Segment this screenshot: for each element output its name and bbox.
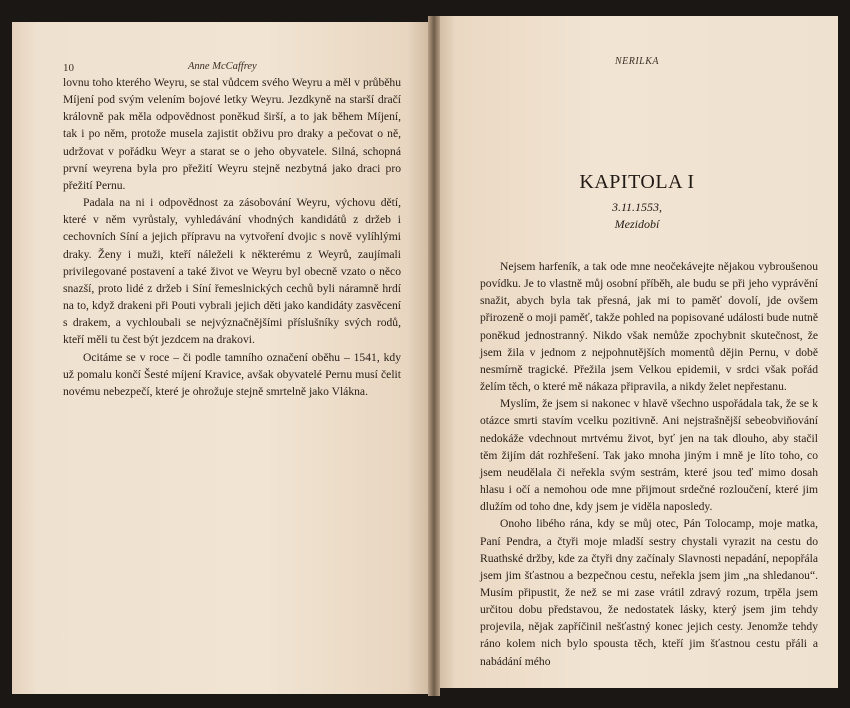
paragraph: Onoho libého rána, kdy se můj otec, Pán Tolocamp, moje matka, Paní Pendra, a čtyři moje mladší sestry chystali vyrazit na cestu do Ruathské držby, kde za čtyři dny začínaly Slavnosti nepadání, nepopřála jsem jim šťastnou a bezpečnou cestu, neřekla jsem jim „na shledanou“. Musím připustit, že než se mi zase vrátil zdravý rozum, trpěla jsem určitou dobu představou, že nedostatek lásky, který jsem jim tehdy projevila, nějak zapříčinil nešťastný konec jejich cesty. Jenomže tehdy ráno kolem nich bylo spousta těch, kteří jim šťastnou cestu přáli a nabádání mého xyxy=(480,517,818,668)
left-page xyxy=(12,22,432,694)
chapter-title: KAPITOLA I xyxy=(579,171,695,193)
chapter-place: Mezidobí xyxy=(614,217,660,231)
chapter-date: 3.11.1553, xyxy=(611,200,663,214)
paragraph: Padala na ni i odpovědnost za zásobování Weyru, výchovu dětí, které v něm vyrůstaly, vyhledávání vhodných kandidátů z držeb i cechovních Síní a jejich přípravu na vytvoření dvojic s nově vylíhlými draky. Ženy i muži, kteří náleželi k některému z Weyrů, zaujímali privilegované postavení a také život ve Weyru byl obecně vzato o něco snazší, proto lidé z držeb i Síní řemeslnických cechů byli náramně hrdí na to, když drakeni při Pouti vybrali jejich děti jako kandidáty zasvěcení s drakem, a vychloubali se nejvýznačnějšími příslušníky svých rodů, kteří měli tu čest být jezdcem na drakovi. xyxy=(63,196,401,347)
paragraph: lovnu toho kterého Weyru, se stal vůdcem svého Weyru a měl v průběhu Míjení pod svým velením bojové letky Weyru. Jezdkyně na starší dračí královně pak měla odpovědnost poněkud širší, a to jak během Míjení, tak i po něm, protože musela zajistit obživu pro draky a pečovat o ně, udržovat v pořádku Weyr a starat se o jeho obyvatele. Silná, schopná první weyrena byla pro přežití Weyru stejně nezbytná jako draci pro přežití Pernu. xyxy=(63,76,401,192)
right-page-body xyxy=(480,258,818,670)
book-gutter xyxy=(428,16,440,696)
running-head-title: NERILKA xyxy=(614,56,660,67)
running-head-author: Anne McCaffrey xyxy=(188,61,257,72)
paragraph: Ocitáme se v roce – či podle tamního označení oběhu – 1541, kdy už pomalu končí Šesté míjení Kravice, avšak obyvatelé Pernu musí čelit novému nebezpečí, které je ohrožuje stejně smrtelně jako Vlákna. xyxy=(63,350,401,398)
paragraph: Myslím, že jsem si nakonec v hlavě všechno uspořádala tak, že se k otázce smrti stavím vcelku pozitivně. Ani nejstrašnější sebeobviňování nedokáže vdechnout mrtvému život, byť jen na tak dlouho, aby stačil těm žijím dát rozhřešení. Tak jako mnoha jiným i mně je líto toho, co jsem neudělala či neřekla svým sestrám, které jsou teď mimo dosah hlasu i očí a nemohou ode mne přijmout srdečné rozloučení, které jim dlužím od toho dne, kdy jsem je viděla naposledy. xyxy=(480,397,818,514)
left-page-body xyxy=(63,74,401,400)
paragraph: Nejsem harfeník, a tak ode mne neočekávejte nějakou vybroušenou povídku. Je to vlastně můj osobní příběh, ale budu se při jeho vyprávění snažit, abych byla tak přesná, jak mi to paměť dovolí, jde ovšem přirozeně o moji paměť, takže pohled na popisované události bude nutně poněkud jednostranný. Nikdo však nemůže zpochybnit skutečnost, že jsem žila v jednom z nejpohnutějších momentů dějin Pernu, v době nesmírně tragické. Přežila jsem Velkou epidemii, v srdci však pořád želím těch, o které mě nákaza připravila, a nikdy želet nepřestanu. xyxy=(480,260,818,394)
right-page xyxy=(436,16,838,688)
page-number: 10 xyxy=(63,62,74,74)
